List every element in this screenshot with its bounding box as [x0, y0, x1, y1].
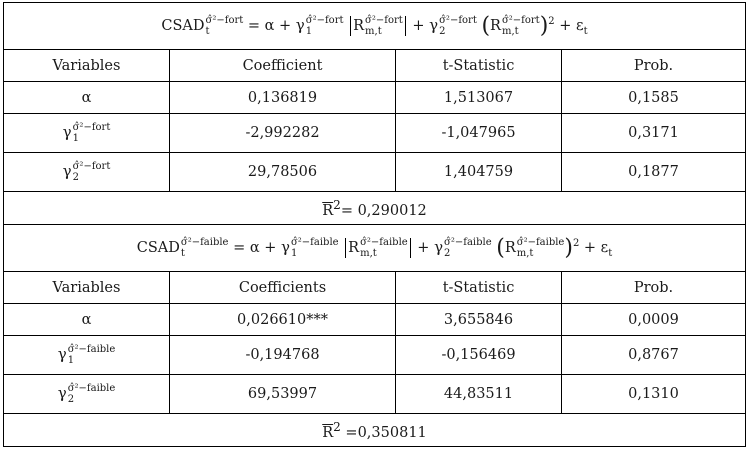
- prob-cell: 0,1877: [562, 153, 746, 192]
- col-header-t-statistic: t-Statistic: [396, 50, 562, 82]
- prob-cell: 0,0009: [562, 304, 746, 336]
- prob-cell: 0,8767: [562, 336, 746, 375]
- eq-equals: = α +: [233, 240, 277, 256]
- gamma-symbol: γ: [57, 345, 67, 363]
- eq-tail: + ε: [559, 18, 584, 34]
- paren-open: (: [481, 13, 491, 39]
- eq-g1-sup: σ̂²−fort: [305, 15, 344, 26]
- eq-equals: = α +: [247, 18, 292, 34]
- eq-tail-sub: t: [583, 25, 588, 37]
- eq-lhs-sub: t: [205, 26, 210, 37]
- eq-r-sub: m,t: [360, 248, 377, 259]
- t-statistic-cell: 3,655846: [396, 304, 562, 336]
- eq-r-sup: σ̂²−faible: [360, 237, 408, 248]
- r-squared-sup: 2: [333, 419, 341, 434]
- gamma-symbol: γ: [57, 384, 67, 402]
- r-squared-value: =0,350811: [340, 424, 427, 441]
- eq-plus: +: [412, 18, 425, 34]
- variable-cell: [4, 375, 170, 414]
- table-row: [4, 153, 746, 192]
- paren-close: ): [539, 13, 549, 39]
- variable-sub: 2: [72, 172, 79, 183]
- eq-r2-sup: σ̂²−faible: [516, 237, 565, 248]
- t-statistic-cell: -0,156469: [396, 336, 562, 375]
- eq-tail: + ε: [583, 240, 609, 256]
- r-squared-label: $\overline{R}$: [322, 202, 334, 219]
- eq-g1-sup: σ̂²−faible: [290, 237, 339, 248]
- coefficient-cell: 29,78506: [170, 153, 396, 192]
- paren-open: (: [496, 235, 505, 261]
- col-header-prob: Prob.: [562, 272, 746, 304]
- variable-sup: σ̂²−faible: [67, 383, 116, 394]
- abs-bar-right: [405, 16, 406, 36]
- gamma-symbol: γ: [434, 238, 444, 256]
- equation-row-fort: [4, 3, 746, 50]
- col-header-coefficient: Coefficient: [170, 50, 396, 82]
- eq-g2-sup: σ̂²−faible: [444, 237, 492, 248]
- abs-bar-right: [410, 238, 411, 258]
- regression-results: [3, 2, 745, 447]
- variable-sup: σ̂²−faible: [67, 344, 116, 355]
- variable-cell: [4, 153, 170, 192]
- prob-cell: 0,1310: [562, 375, 746, 414]
- coefficient-cell: -2,992282: [170, 114, 396, 153]
- results-table: [3, 2, 746, 447]
- equation-faible: CSAD σ̂²−faible t = α + γ σ̂²−faible 1 R σ̂²−faible m,t + γ σ̂²−faible 2 (R σ̂²−faible m,t )$^2 + \varepsilon_t$: [4, 225, 746, 272]
- eq-r2-sub: m,t: [516, 248, 534, 259]
- eq-lhs: CSAD: [161, 18, 205, 34]
- variable-sub: 2: [67, 394, 75, 405]
- table-row: [4, 375, 746, 414]
- variable-cell: [4, 114, 170, 153]
- t-statistic-cell: 1,513067: [396, 82, 562, 114]
- gamma-symbol: γ: [429, 16, 439, 34]
- col-header-coefficients: Coefficients: [170, 272, 396, 304]
- eq-square: 2: [548, 16, 555, 28]
- gamma-symbol: γ: [62, 123, 72, 141]
- gamma-symbol: γ: [62, 162, 72, 180]
- eq-g1-sub: 1: [290, 248, 298, 259]
- eq-lhs-sup: σ̂²−faible: [180, 237, 229, 248]
- prob-cell: 0,1585: [562, 82, 746, 114]
- eq-g2-sub: 2: [444, 248, 451, 259]
- variable-sup: σ̂²−fort: [72, 122, 111, 133]
- eq-r2-sub: m,t: [501, 26, 519, 37]
- coefficient-cell: 0,026610***: [170, 304, 396, 336]
- coefficient-cell: -0,194768: [170, 336, 396, 375]
- eq-lhs-sub: t: [180, 248, 185, 259]
- equation-row-faible: [4, 225, 746, 272]
- eq-g2-sub: 2: [439, 26, 446, 37]
- col-header-prob: Prob.: [562, 50, 746, 82]
- gamma-symbol: γ: [295, 16, 305, 34]
- eq-lhs-sup: σ̂²−fort: [205, 15, 244, 26]
- variable-cell: α: [4, 304, 170, 336]
- table-row: [4, 304, 746, 336]
- coefficient-cell: 69,53997: [170, 375, 396, 414]
- variable-cell: α: [4, 82, 170, 114]
- col-header-t-statistic: t-Statistic: [396, 272, 562, 304]
- variable-sub: 1: [72, 133, 79, 144]
- header-row-faible: [4, 272, 746, 304]
- r-squared-faible: [4, 414, 746, 447]
- t-statistic-cell: -1,047965: [396, 114, 562, 153]
- abs-bar-left: [345, 238, 346, 258]
- paren-close: ): [564, 235, 573, 261]
- col-header-variables: Variables: [4, 50, 170, 82]
- header-row-fort: [4, 50, 746, 82]
- r-squared-sup: 2: [333, 197, 341, 212]
- col-header-variables: Variables: [4, 272, 170, 304]
- r-squared-row-faible: [4, 414, 746, 447]
- eq-g2-sup: σ̂²−fort: [439, 15, 477, 26]
- r-squared-fort: [4, 192, 746, 225]
- prob-cell: 0,3171: [562, 114, 746, 153]
- eq-r-sub: m,t: [365, 26, 382, 37]
- table-row: [4, 336, 746, 375]
- abs-bar-left: [350, 16, 351, 36]
- eq-square: 2: [572, 238, 580, 250]
- variable-sup: σ̂²−fort: [72, 161, 111, 172]
- r-squared-value: = 0,290012: [340, 202, 427, 219]
- eq-tail-sub: t: [608, 247, 613, 259]
- coefficient-cell: 0,136819: [170, 82, 396, 114]
- eq-g1-sub: 1: [305, 26, 313, 37]
- t-statistic-cell: 1,404759: [396, 153, 562, 192]
- table-row: [4, 114, 746, 153]
- equation-fort: CSAD σ̂²−fort t = α + γ σ̂²−fort 1 R σ̂²−fort m,t + γ σ̂²−fort 2 (R σ̂²−fort m,t )$^2 + \varepsilon_t$: [4, 3, 746, 50]
- r-squared-label: $\overline{R}$: [322, 424, 334, 441]
- r-squared-row-fort: [4, 192, 746, 225]
- eq-plus: +: [417, 240, 430, 256]
- eq-r-sup: σ̂²−fort: [365, 15, 403, 26]
- table-row: [4, 82, 746, 114]
- gamma-symbol: γ: [281, 238, 290, 256]
- eq-lhs: CSAD: [136, 240, 180, 256]
- variable-sub: 1: [67, 355, 75, 366]
- eq-r2-sup: σ̂²−fort: [501, 15, 540, 26]
- variable-cell: [4, 336, 170, 375]
- t-statistic-cell: 44,83511: [396, 375, 562, 414]
